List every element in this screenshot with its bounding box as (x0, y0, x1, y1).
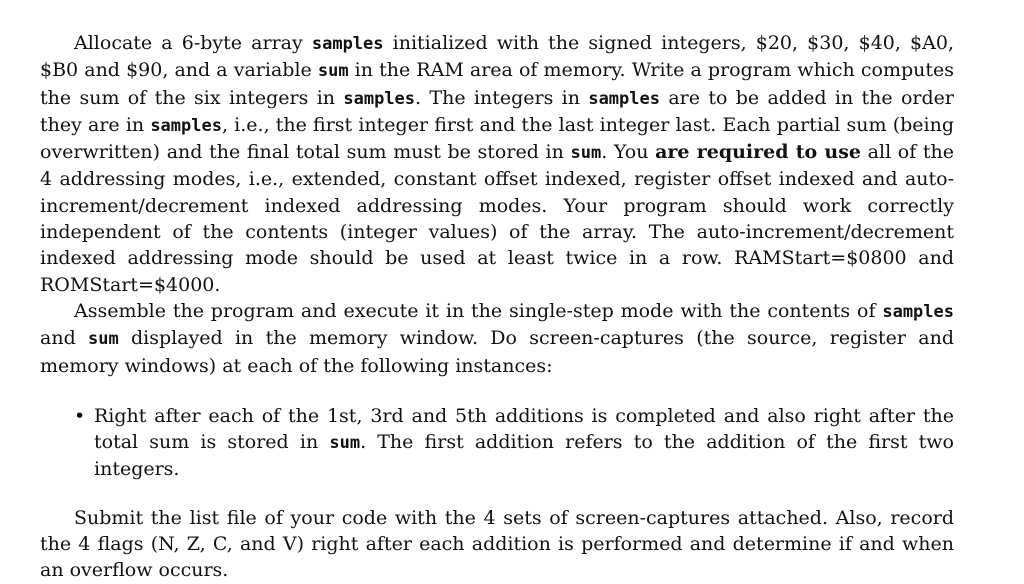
code-sum: sum (570, 143, 602, 164)
text-segment: Submit the list file of your code with the 4 sets of screen-captures attached. Also, record the 4 flags (N, Z, C, and V) right after each addition is performed and determine if and when an overflow occurs. (40, 506, 954, 582)
text-segment: in the RAM area of memory. Write a program which computes the sum of the six integers in (40, 59, 954, 109)
text-segment: initialized with the signed integers, $20, $30, $40, $A0, $B0 and $90, and a variable (40, 32, 954, 82)
text-segment: and (40, 327, 89, 350)
paragraph-assemble-instructions (40, 298, 954, 379)
text-segment: are to be added in the order they are in (40, 86, 954, 136)
text-segment: . You (601, 141, 656, 164)
text-segment: , i.e., the first integer first and the last integer last. Each partial sum (being overwritten) and the final total sum must be stored in (40, 113, 955, 164)
paragraph-problem-statement (40, 30, 954, 298)
list-item (74, 403, 954, 483)
text-segment: . The first addition refers to the addition of the first two integers. (94, 431, 954, 481)
emphasis-required: are required to use (655, 141, 862, 164)
code-samples: samples (150, 115, 222, 136)
code-samples: samples (311, 34, 384, 54)
bullet-icon: • (74, 404, 86, 427)
capture-instances-list (40, 403, 954, 483)
text-segment: displayed in the memory window. Do screen-captures (the source, register and memory windows) at each of the following instances: (40, 327, 954, 377)
paragraph-submission (40, 505, 954, 584)
text-segment: Allocate a 6-byte array (74, 32, 312, 54)
text-segment: . The integers in (415, 86, 589, 109)
text-segment: all of the 4 addressing modes, i.e., extended, constant offset indexed, register offset indexed and auto-increment/decrement indexed addressing modes. Your program should work correctly independent of the contents (integer values) of the array. The auto-increment/decrement indexed addressing mode should be used at least twice in a row. RAMStart=$0800 and ROMStart=$4000. (40, 141, 955, 296)
text-segment: Right after each of the 1st, 3rd and 5th additions is completed and also right after the total sum is stored in (94, 404, 954, 454)
code-samples: samples (343, 88, 416, 109)
assignment-document (40, 30, 954, 584)
code-sum: sum (317, 61, 349, 82)
code-sum: sum (329, 433, 361, 454)
code-samples: samples (882, 301, 954, 322)
code-samples: samples (588, 88, 660, 109)
code-sum: sum (88, 329, 119, 350)
text-segment: Assemble the program and execute it in the single-step mode with the contents of (74, 299, 883, 322)
